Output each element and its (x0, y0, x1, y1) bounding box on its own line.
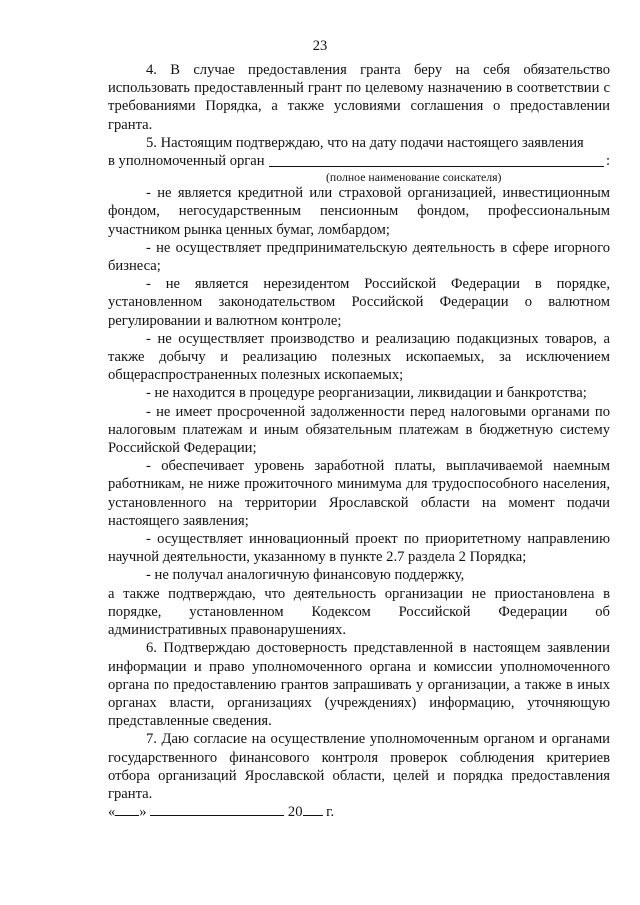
bullet-item: - не осуществляет производство и реализацию подакцизных товаров, а также добычу и реализацию полезных ископаемых, за исключением общераспространенных полезных ископаемых; (108, 330, 610, 384)
bullet-item: - обеспечивает уровень заработной платы, выплачиваемой наемным работникам, не ниже прожиточного минимума для трудоспособного населения, установленного на территории Ярославской области на момент подачи настоящего заявления; (108, 458, 610, 529)
bullet-item: - не является нерезидентом Российской Федерации в порядке, установленном законодательством Российской Федерации о валютном регулировании и валютном контроле; (108, 276, 610, 329)
month-blank (150, 803, 284, 816)
bullet-item: - не получал аналогичную финансовую поддержку, (146, 567, 465, 584)
day-blank (115, 803, 139, 816)
bullet-item: - не имеет просроченной задолженности перед налоговыми органами по налоговым платежам и иным обязательным платежам в бюджетную систему Российской Федерации; (108, 403, 610, 457)
applicant-name-line (108, 152, 610, 170)
applicant-name-caption: (полное наименование соискателя) (326, 170, 502, 185)
page-number: 23 (312, 38, 328, 54)
authorized-body-label: в уполномоченный орган (108, 153, 265, 170)
colon: : (605, 153, 610, 170)
paragraph-5-intro: 5. Настоящим подтверждаю, что на дату подачи настоящего заявления (146, 134, 584, 151)
open-quote: « (108, 804, 116, 821)
applicant-name-blank (269, 153, 604, 167)
date-line (108, 803, 610, 821)
bullet-item: - не осуществляет предпринимательскую деятельность в сфере игорного бизнеса; (108, 239, 610, 275)
year-blank (303, 803, 323, 816)
bullet-item: - не находится в процедуре реорганизации, ликвидации и банкротства; (146, 385, 587, 402)
document-body (108, 61, 610, 821)
paragraph-5-tail: а также подтверждаю, что деятельность организации не приостановлена в порядке, установленном Кодексом Российской Федерации об административных правонарушениях. (108, 585, 610, 639)
paragraph-6: 6. Подтверждаю достоверность представленной в настоящем заявлении информации и право уполномоченного органа и комиссии уполномоченного органа по предоставлению грантов запрашивать у организации, а также в иных органах власти, организациях (учреждениях) информацию, уточняющую представленные сведения. (108, 640, 610, 730)
bullet-item: - не является кредитной или страховой организацией, инвестиционным фондом, негосударственным пенсионным фондом, профессиональным участником рынка ценных бумаг, ломбардом; (108, 185, 610, 238)
bullet-item: - осуществляет инновационный проект по приоритетному направлению научной деятельности, указанному в пункте 2.7 раздела 2 Порядка; (108, 531, 610, 566)
year-prefix: 20 (287, 804, 303, 821)
paragraph-4: 4. В случае предоставления гранта беру на себя обязательство использовать предоставленный грант по целевому назначению в соответствии с требованиями Порядка, а также условиями соглашения о предоставлении гранта. (108, 62, 610, 133)
close-quote: » (139, 804, 147, 821)
paragraph-7: 7. Даю согласие на осуществление уполномоченным органом и органами государственного финансового контроля проверок соблюдения критериев отбора организаций Ярославской области, целей и порядка предоставления гранта. (108, 731, 610, 802)
year-suffix: г. (326, 804, 335, 821)
